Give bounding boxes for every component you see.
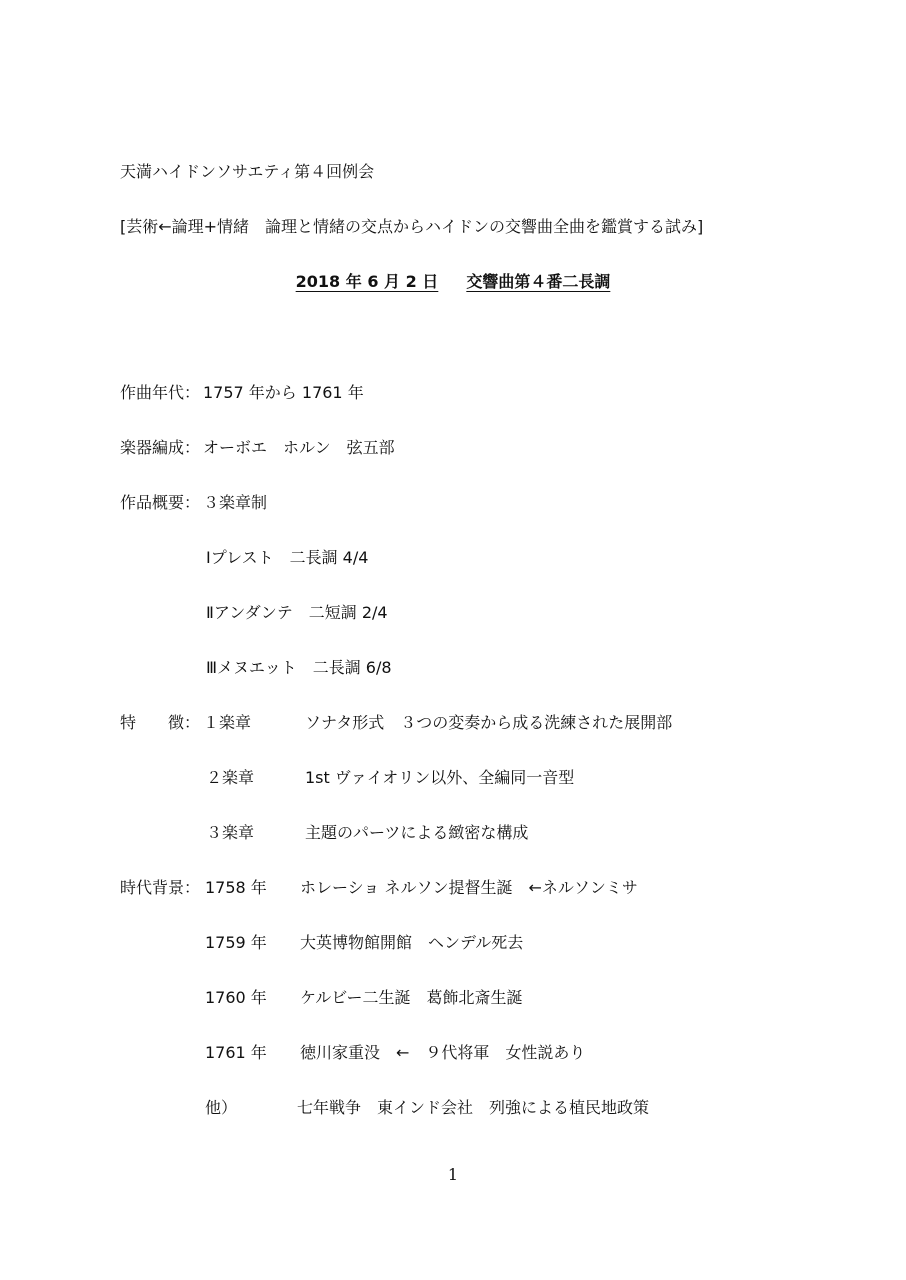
composition-label: 作曲年代： — [120, 383, 201, 402]
feature-text: ソナタ形式 ３つの変奏から成る洗練された展開部 — [305, 713, 673, 732]
overview-label: 作品概要： — [120, 493, 201, 512]
document-subtitle: [芸術←論理+情緒 論理と情緒の交点からハイドンの交響曲全曲を鑑賞する試み] — [120, 217, 704, 236]
page-number: 1 — [447, 1165, 459, 1184]
features-label: 特 徴： — [120, 713, 201, 732]
feature-text: 主題のパーツによる緻密な構成 — [305, 823, 529, 842]
feature-movement: １楽章 — [203, 713, 252, 732]
instrumentation-label: 楽器編成： — [120, 438, 201, 457]
background-text: 七年戦争 東インド会社 列強による植民地政策 — [297, 1098, 650, 1117]
movement-item: Ⅱアンダンテ 二短調 2/4 — [206, 603, 388, 622]
background-year: 1760 年 — [205, 988, 267, 1007]
background-text: ホレーショ ネルソン提督生誕 ←ネルソンミサ — [300, 878, 638, 897]
background-year: 1761 年 — [205, 1043, 267, 1062]
background-year: 1759 年 — [205, 933, 267, 952]
document-title: 天満ハイドンソサエティ第４回例会 — [120, 162, 375, 181]
background-label: 時代背景： — [120, 878, 201, 897]
feature-movement: ３楽章 — [206, 823, 255, 842]
composition-value: 1757 年から 1761 年 — [203, 383, 364, 402]
background-text: 大英博物館開館 ヘンデル死去 — [300, 933, 524, 952]
instrumentation-value: オーボエ ホルン 弦五部 — [203, 438, 395, 457]
background-year: 他） — [205, 1098, 238, 1117]
overview-value: ３楽章制 — [203, 493, 268, 512]
feature-movement: ２楽章 — [206, 768, 255, 787]
meeting-heading — [0, 272, 906, 292]
background-text: ケルビー二生誕 葛飾北斎生誕 — [300, 988, 523, 1007]
symphony-title: 交響曲第４番二長調 — [466, 272, 611, 291]
background-text: 徳川家重没 ← ９代将軍 女性説あり — [300, 1043, 586, 1062]
feature-text: 1st ヴァイオリン以外、全編同一音型 — [305, 768, 575, 787]
movement-item: Ⅰプレスト 二長調 4/4 — [206, 548, 369, 567]
background-year: 1758 年 — [205, 878, 267, 897]
meeting-date: 2018 年 6 月 2 日 — [295, 272, 439, 291]
movement-item: Ⅲメヌエット 二長調 6/8 — [206, 658, 392, 677]
